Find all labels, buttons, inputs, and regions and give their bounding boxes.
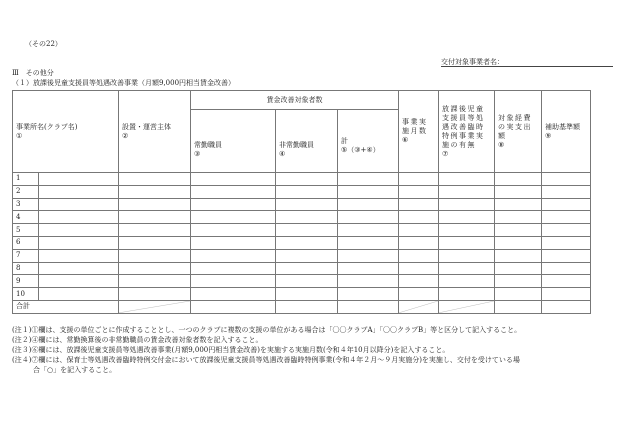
club-name-cell[interactable]: [39, 224, 119, 237]
total-cell[interactable]: [338, 275, 399, 288]
table-row: [13, 236, 591, 249]
recipient-label: 交付対象事業者名：: [441, 58, 504, 66]
subsidy-cell[interactable]: [542, 185, 591, 198]
operator-cell[interactable]: [119, 262, 191, 275]
total-cell[interactable]: [338, 211, 399, 224]
subsidy-cell[interactable]: [542, 224, 591, 237]
months-cell[interactable]: [399, 198, 439, 211]
special-cell[interactable]: [439, 249, 495, 262]
total-cell[interactable]: [338, 249, 399, 262]
operator-cell[interactable]: [119, 288, 191, 301]
expense-cell[interactable]: [495, 249, 542, 262]
row-number: 4: [13, 211, 39, 224]
total-cell[interactable]: [338, 173, 399, 186]
sum-total[interactable]: [338, 300, 399, 313]
parttime-cell[interactable]: [276, 249, 338, 262]
header-months: 事業実施月数 ⑥: [399, 91, 439, 173]
table-row: [13, 198, 591, 211]
total-cell[interactable]: [338, 198, 399, 211]
fulltime-cell[interactable]: [191, 288, 276, 301]
months-cell[interactable]: [399, 224, 439, 237]
row-number: 6: [13, 236, 39, 249]
header-subsidy: 補助基準額 ⑨: [542, 91, 591, 173]
months-cell[interactable]: [399, 262, 439, 275]
club-name-cell[interactable]: [39, 288, 119, 301]
table-row: [13, 224, 591, 237]
table-row: [13, 288, 591, 301]
total-cell[interactable]: [338, 288, 399, 301]
club-name-cell[interactable]: [39, 198, 119, 211]
parttime-cell[interactable]: [276, 288, 338, 301]
parttime-cell[interactable]: [276, 224, 338, 237]
expense-cell[interactable]: [495, 224, 542, 237]
operator-cell[interactable]: [119, 275, 191, 288]
special-cell[interactable]: [439, 185, 495, 198]
row-number: 7: [13, 249, 39, 262]
months-cell[interactable]: [399, 249, 439, 262]
parttime-cell[interactable]: [276, 275, 338, 288]
months-cell[interactable]: [399, 236, 439, 249]
months-cell[interactable]: [399, 288, 439, 301]
parttime-total[interactable]: [276, 300, 338, 313]
club-name-cell[interactable]: [39, 262, 119, 275]
row-number: 1: [13, 173, 39, 186]
fulltime-cell[interactable]: [191, 224, 276, 237]
operator-cell[interactable]: [119, 224, 191, 237]
total-cell[interactable]: [338, 185, 399, 198]
expense-cell[interactable]: [495, 275, 542, 288]
fulltime-cell[interactable]: [191, 185, 276, 198]
subsidy-cell[interactable]: [542, 275, 591, 288]
fulltime-cell[interactable]: [191, 249, 276, 262]
total-cell[interactable]: [338, 236, 399, 249]
parttime-cell[interactable]: [276, 236, 338, 249]
total-cell[interactable]: [338, 262, 399, 275]
total-label: 合計: [13, 300, 119, 313]
club-name-cell[interactable]: [39, 211, 119, 224]
table-row: [13, 173, 591, 186]
special-cell[interactable]: [439, 211, 495, 224]
special-total-diagonal: [439, 300, 495, 313]
fulltime-cell[interactable]: [191, 198, 276, 211]
parttime-cell[interactable]: [276, 198, 338, 211]
months-cell[interactable]: [399, 275, 439, 288]
subsidy-cell[interactable]: [542, 211, 591, 224]
header-total: 計 ⑤（③+④）: [338, 110, 399, 173]
row-number: 2: [13, 185, 39, 198]
note-1: (注１)①欄は、支援の単位ごとに作成することとし、一つのクラブに複数の支援の単位がある場合は「〇〇クラブA」「〇〇クラブB」等と区分して記入すること。: [12, 326, 522, 334]
fulltime-total[interactable]: [191, 300, 276, 313]
section-heading: Ⅲ その他分: [12, 69, 54, 77]
special-cell[interactable]: [439, 236, 495, 249]
operator-cell[interactable]: [119, 236, 191, 249]
notes: [12, 325, 521, 375]
operator-cell[interactable]: [119, 211, 191, 224]
parttime-cell[interactable]: [276, 262, 338, 275]
expense-cell[interactable]: [495, 288, 542, 301]
note-4: (注４)⑦欄には、保育士等処遇改善臨時特例交付金において放課後児童支援員等処遇改善臨時特例事業(令和４年２月～９月実施分)を実施し、交付を受けている場: [12, 356, 520, 364]
club-name-cell[interactable]: [39, 185, 119, 198]
operator-cell[interactable]: [119, 198, 191, 211]
expense-cell[interactable]: [495, 236, 542, 249]
subsidy-total[interactable]: [542, 300, 591, 313]
row-number: 10: [13, 288, 39, 301]
note-2: (注２)④欄には、常勤換算後の非常勤職員の賃金改善対象者数を記入すること。: [12, 336, 263, 344]
header-special: 放課後児童支援員等処遇改善臨時特例事業実施の有無 ⑦: [439, 91, 495, 173]
subsidy-cell[interactable]: [542, 262, 591, 275]
header-expense: 対象経費の実支出額 ⑧: [495, 91, 542, 173]
operator-cell[interactable]: [119, 249, 191, 262]
expense-cell[interactable]: [495, 211, 542, 224]
special-cell[interactable]: [439, 275, 495, 288]
fulltime-cell[interactable]: [191, 236, 276, 249]
operator-total-diagonal: [119, 300, 191, 313]
header-name: 事業所名(クラブ名) ①: [13, 91, 119, 173]
parttime-cell[interactable]: [276, 173, 338, 186]
total-cell[interactable]: [338, 224, 399, 237]
subsidy-cell[interactable]: [542, 198, 591, 211]
table-row: [13, 185, 591, 198]
fulltime-cell[interactable]: [191, 262, 276, 275]
fulltime-cell[interactable]: [191, 173, 276, 186]
subsidy-cell[interactable]: [542, 249, 591, 262]
months-cell[interactable]: [399, 211, 439, 224]
note-4-cont: 合「○」を記入すること。: [12, 366, 117, 374]
improvement-table: [12, 90, 591, 314]
row-number: 3: [13, 198, 39, 211]
expense-cell[interactable]: [495, 173, 542, 186]
header-fulltime: 常勤職員 ③: [191, 110, 276, 173]
parttime-cell[interactable]: [276, 211, 338, 224]
row-number: 9: [13, 275, 39, 288]
months-cell[interactable]: [399, 185, 439, 198]
header-group: 賃金改善対象者数: [191, 91, 399, 110]
page-label: （その22）: [25, 40, 62, 48]
parttime-cell[interactable]: [276, 185, 338, 198]
expense-total[interactable]: [495, 300, 542, 313]
row-number: 8: [13, 262, 39, 275]
table-row: [13, 211, 591, 224]
header-parttime: 非常勤職員 ④: [276, 110, 338, 173]
table-row: [13, 275, 591, 288]
subsidy-cell[interactable]: [542, 173, 591, 186]
table-row: [13, 249, 591, 262]
expense-cell[interactable]: [495, 198, 542, 211]
note-3: (注３)⑥欄には、放課後児童支援員等処遇改善事業(月額9,000円相当賃金改善)を実施する実施月数(令和４年10月以降分)を記入すること。: [12, 346, 450, 354]
subsidy-cell[interactable]: [542, 288, 591, 301]
header-operator: 設置・運営主体 ②: [119, 91, 191, 173]
special-cell[interactable]: [439, 262, 495, 275]
months-cell[interactable]: [399, 173, 439, 186]
special-cell[interactable]: [439, 198, 495, 211]
operator-cell[interactable]: [119, 173, 191, 186]
special-cell[interactable]: [439, 224, 495, 237]
fulltime-cell[interactable]: [191, 211, 276, 224]
operator-cell[interactable]: [119, 185, 191, 198]
special-cell[interactable]: [439, 288, 495, 301]
club-name-cell[interactable]: [39, 249, 119, 262]
row-number: 5: [13, 224, 39, 237]
recipient-name-field[interactable]: [441, 57, 613, 67]
fulltime-cell[interactable]: [191, 275, 276, 288]
table-row: [13, 262, 591, 275]
expense-cell[interactable]: [495, 185, 542, 198]
special-cell[interactable]: [439, 173, 495, 186]
total-row: [13, 300, 591, 313]
months-total-diagonal: [399, 300, 439, 313]
club-name-cell[interactable]: [39, 173, 119, 186]
subsidy-cell[interactable]: [542, 236, 591, 249]
club-name-cell[interactable]: [39, 236, 119, 249]
expense-cell[interactable]: [495, 262, 542, 275]
subsection-heading: （１）放課後児童支援員等処遇改善事業（月額9,000円相当賃金改善）: [12, 79, 236, 87]
club-name-cell[interactable]: [39, 275, 119, 288]
